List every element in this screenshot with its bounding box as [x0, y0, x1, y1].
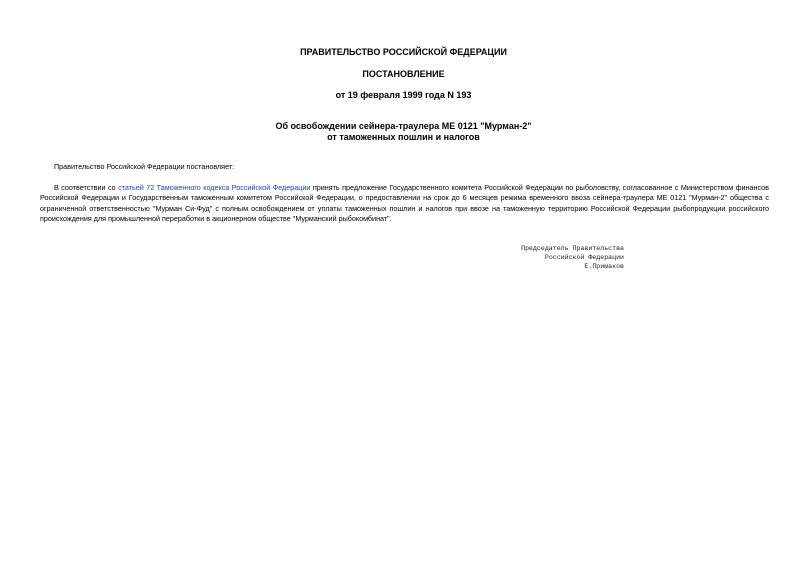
main-text-before-link: В соответствии со: [54, 183, 119, 192]
main-text-after-link: принять предложение Государственного комитета Российской Федерации по рыболовству, согласованное с Министерством финансов Российской Федерации и Государственным таможенным комитетом Российской Федерации, о предоставлении на срок до 6 месяцев режима временного ввоза сейнера-траулера МЕ 0121 "Мурман-2" общества с ограниченной ответственностью "Мурман Си-Фуд" с полным освобождением от уплаты таможенных пошлин и налогов при ввозе на таможенную территорию Российской Федерации рыбопродукции российского происхождения для промышленной переработки в акционерном обществе "Мурманский рыбокомбинат".: [40, 183, 769, 224]
main-paragraph: [40, 183, 769, 225]
signature-position-line-2: Российской Федерации: [544, 254, 624, 261]
main-text: [40, 183, 769, 225]
signature-name: Е.Примаков: [584, 263, 624, 270]
customs-code-article-link[interactable]: статьей 72 Таможенного кодекса Российской Федерации: [118, 183, 311, 192]
document-date-number: от 19 февраля 1999 года N 193: [335, 90, 472, 100]
document-type-heading: ПОСТАНОВЛЕНИЕ: [362, 69, 445, 79]
government-heading: ПРАВИТЕЛЬСТВО РОССИЙСКОЙ ФЕДЕРАЦИИ: [300, 47, 507, 57]
document-title-line-1: Об освобождении сейнера-траулера МЕ 0121 "Мурман-2": [275, 121, 532, 131]
signature-block: [440, 244, 624, 271]
signature-position-line-1: Председатель Правительства: [521, 245, 624, 252]
intro-text: Правительство Российской Федерации постановляет:: [54, 162, 235, 171]
document-title-line-2: от таможенных пошлин и налогов: [327, 132, 480, 142]
intro-paragraph: [40, 162, 769, 172]
